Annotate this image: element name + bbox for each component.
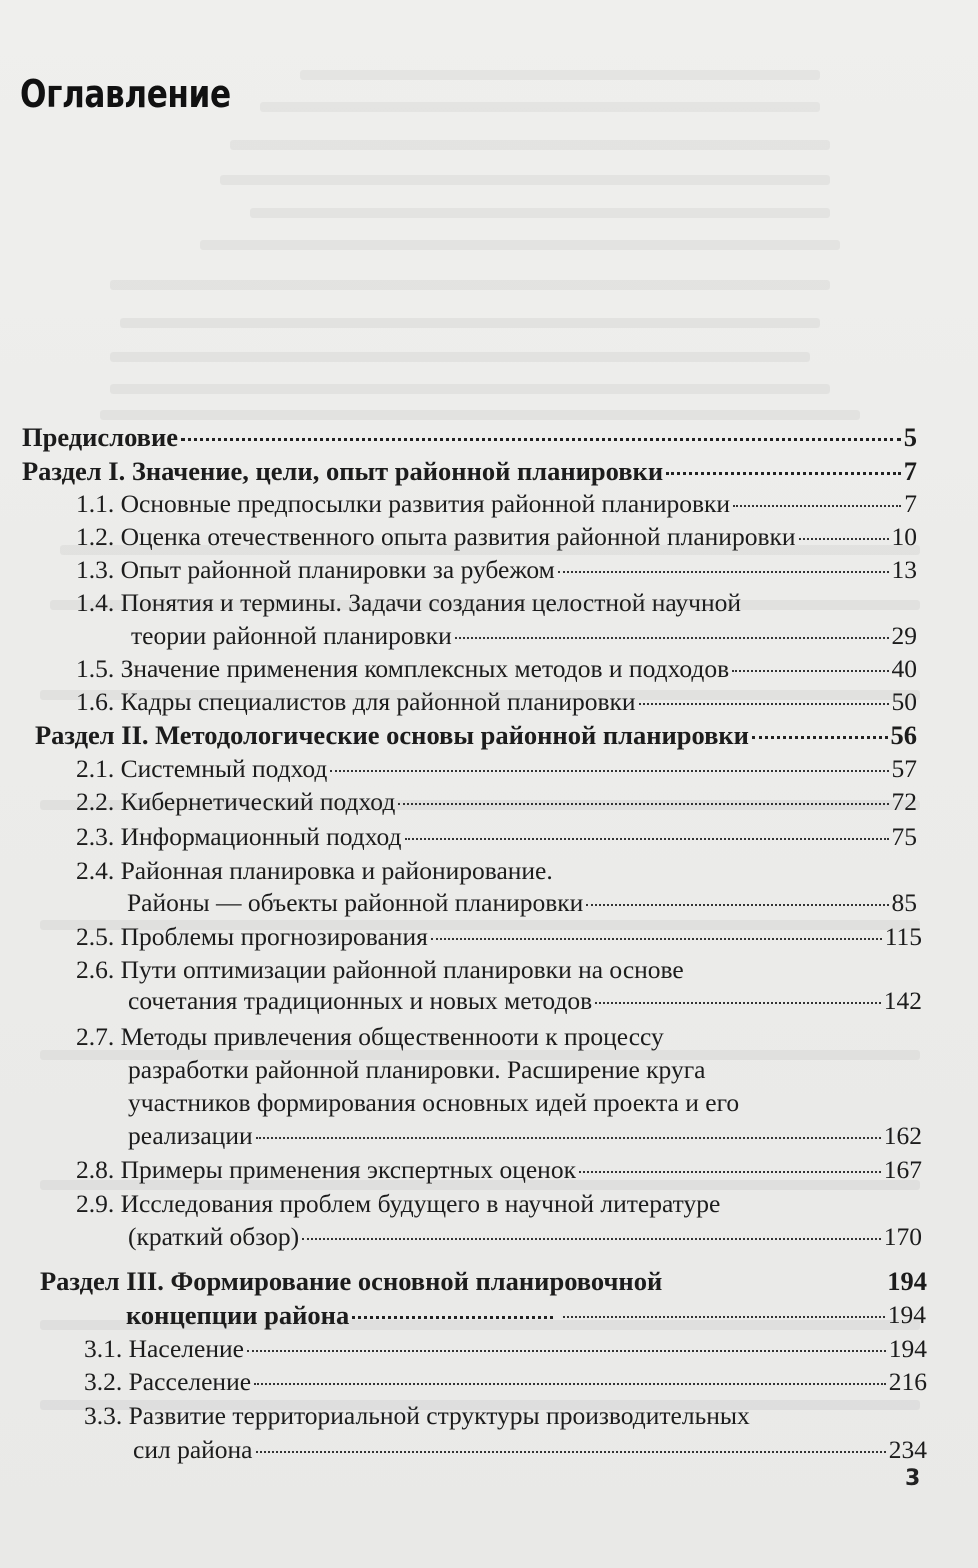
- dot-leader: [579, 1171, 881, 1173]
- dot-leader: [398, 803, 888, 805]
- dot-leader: [799, 538, 889, 540]
- toc-entry-3-2[interactable]: [84, 1367, 927, 1397]
- toc-entry-text: сочетания традиционных и новых методов: [128, 986, 593, 1015]
- toc-entry-text: Районная планировка и районирование.: [120, 856, 553, 885]
- toc-section-1[interactable]: [22, 456, 917, 486]
- toc-entry-number: 1.2.: [76, 522, 115, 551]
- toc-entry-text: Районы — объекты районной планировки: [127, 888, 584, 917]
- toc-entry-2-9-line2[interactable]: [128, 1222, 922, 1252]
- dot-leader: [302, 1238, 881, 1240]
- toc-entry-2-7-line4[interactable]: [128, 1121, 922, 1151]
- toc-entry-number: 2.8.: [76, 1155, 115, 1184]
- toc-entry-number: 2.6.: [76, 955, 115, 984]
- toc-entry-page: 5: [903, 422, 917, 452]
- toc-entry-text: Пути оптимизации районной планировки на основе: [120, 955, 684, 984]
- toc-entry-text: Примеры применения экспертных оценок: [120, 1155, 576, 1184]
- toc-entry-2-1[interactable]: [76, 754, 917, 784]
- toc-entry-page: 115: [884, 922, 922, 951]
- toc-entry-2-3[interactable]: [76, 822, 917, 852]
- toc-entry-page: 40: [891, 654, 917, 683]
- toc-entry-page: 10: [891, 522, 917, 551]
- toc-entry-number: 2.5.: [76, 922, 115, 951]
- toc-entry-page: 162: [883, 1121, 922, 1150]
- toc-entry-text: Раздел II. Методологические основы районной планировки: [35, 720, 749, 750]
- toc-entry-2-8[interactable]: [76, 1155, 922, 1185]
- toc-entry-page: 194: [888, 1334, 927, 1363]
- toc-entry-text: Кибернетический подход: [120, 787, 396, 816]
- toc-entry-2-7-line3: [128, 1088, 739, 1118]
- dot-leader: [666, 472, 901, 475]
- toc-entry-number: 3.2.: [84, 1367, 123, 1396]
- toc-entry-text: Основные предпосылки развития районной планировки: [120, 489, 731, 518]
- toc-entry-preface[interactable]: [22, 422, 917, 452]
- toc-entry-page: 234: [888, 1435, 927, 1464]
- toc-entry-page: 50: [891, 687, 917, 716]
- toc-entry-text: теории районной планировки: [131, 621, 452, 650]
- toc-entry-text: Предисловие: [22, 422, 178, 452]
- toc-entry-page: 29: [891, 621, 917, 650]
- dot-leader: [330, 770, 888, 772]
- toc-entry-text: Значение применения комплексных методов и подходов: [120, 654, 730, 683]
- page-number: 3: [905, 1466, 921, 1491]
- dot-leader: [254, 1383, 886, 1385]
- toc-entry-2-9-line1[interactable]: [76, 1189, 720, 1219]
- dot-leader: [181, 438, 901, 441]
- toc-entry-text: Кадры специалистов для районной планировки: [120, 687, 636, 716]
- dot-leader: [752, 736, 888, 739]
- toc-section-3-line2[interactable]: [126, 1300, 556, 1330]
- toc-entry-page: 75: [891, 822, 917, 851]
- toc-entry-1-4-line1[interactable]: [76, 588, 741, 618]
- toc-entry-number: 1.1.: [76, 489, 115, 518]
- toc-entry-text: Население: [128, 1334, 244, 1363]
- toc-entry-1-2[interactable]: [76, 522, 917, 552]
- toc-entry-1-3[interactable]: [76, 555, 917, 585]
- toc-entry-page: 57: [891, 754, 917, 783]
- toc-entry-2-6-line2[interactable]: [128, 986, 922, 1016]
- toc-entry-number: 1.4.: [76, 588, 115, 617]
- toc-entry-text: Расселение: [128, 1367, 252, 1396]
- toc-entry-page: 167: [883, 1155, 922, 1184]
- toc-section-3-line2-page[interactable]: [560, 1300, 926, 1330]
- toc-entry-text: Проблемы прогнозирования: [120, 922, 428, 951]
- dot-leader: [558, 571, 889, 573]
- toc-entry-number: 3.3.: [84, 1401, 123, 1430]
- toc-entry-text: Оценка отечественного опыта развития районной планировки: [120, 522, 796, 551]
- toc-entry-page: 85: [891, 888, 917, 917]
- toc-entry-2-4-line1[interactable]: [76, 856, 553, 886]
- dot-leader: [732, 670, 888, 672]
- toc-entry-text: (краткий обзор): [128, 1222, 300, 1251]
- dot-leader: [247, 1350, 886, 1352]
- dot-leader: [256, 1137, 881, 1139]
- toc-entry-text: Раздел I. Значение, цели, опыт районной планировки: [22, 456, 664, 486]
- toc-entry-text: концепции района: [126, 1300, 350, 1330]
- toc-entry-page: 7: [904, 489, 917, 518]
- dot-leader: [352, 1316, 553, 1319]
- toc-entry-text: сил района: [133, 1435, 253, 1464]
- page-title: Оглавление: [20, 72, 231, 116]
- toc-entry-page: 13: [891, 555, 917, 584]
- toc-entry-1-1[interactable]: [76, 489, 917, 519]
- toc-section-3[interactable]: [40, 1266, 927, 1296]
- toc-entry-page: 56: [890, 720, 917, 750]
- toc-entry-page: 7: [903, 456, 917, 486]
- toc-entry-text: Понятия и термины. Задачи создания целостной научной: [120, 588, 742, 617]
- dot-leader: [563, 1316, 885, 1318]
- toc-entry-number: 3.1.: [84, 1334, 123, 1363]
- toc-entry-text: участников формирования основных идей проекта и его: [128, 1088, 740, 1117]
- toc-entry-page: 142: [883, 986, 922, 1015]
- dot-leader: [586, 904, 888, 906]
- toc-entry-text: Развитие территориальной структуры производительных: [128, 1401, 750, 1430]
- toc-entry-2-5[interactable]: [76, 922, 922, 952]
- toc-entry-3-3-line2[interactable]: [133, 1435, 927, 1465]
- dot-leader: [595, 1002, 881, 1004]
- toc-entry-1-6[interactable]: [76, 687, 917, 717]
- toc-entry-text: реализации: [128, 1121, 253, 1150]
- dot-leader: [733, 505, 901, 507]
- toc-entry-text: Методы привлечения общественноoти к процессу: [120, 1022, 664, 1051]
- toc-entry-2-4-line2[interactable]: [127, 888, 917, 918]
- toc-entry-2-7-line1[interactable]: [76, 1022, 664, 1052]
- toc-section-2[interactable]: [35, 720, 917, 750]
- toc-entry-text: Информационный подход: [120, 822, 402, 851]
- toc-entry-page: 194: [887, 1300, 926, 1329]
- toc-entry-1-5[interactable]: [76, 654, 917, 684]
- toc-entry-number: 2.3.: [76, 822, 115, 851]
- toc-entry-text: Системный подход: [120, 754, 328, 783]
- dot-leader: [405, 838, 889, 840]
- toc-entry-page: 72: [891, 787, 917, 816]
- toc-entry-number: 2.9.: [76, 1189, 115, 1218]
- toc-entry-2-7-line2: [128, 1055, 705, 1085]
- toc-entry-number: 2.2.: [76, 787, 115, 816]
- toc-entry-2-6-line1[interactable]: [76, 955, 684, 985]
- dot-leader: [256, 1451, 886, 1453]
- toc-entry-number: 2.1.: [76, 754, 115, 783]
- toc-entry-3-1[interactable]: [84, 1334, 927, 1364]
- toc-entry-2-2[interactable]: [76, 787, 917, 817]
- toc-entry-number: 1.3.: [76, 555, 115, 584]
- toc-entry-number: 2.4.: [76, 856, 115, 885]
- dot-leader: [431, 938, 882, 940]
- toc-entry-text: Опыт районной планировки за рубежом: [120, 555, 555, 584]
- toc-entry-text: Исследования проблем будущего в научной литературе: [120, 1189, 721, 1218]
- toc-entry-number: 1.6.: [76, 687, 115, 716]
- toc-entry-3-3-line1[interactable]: [84, 1401, 750, 1431]
- toc-entry-page: 170: [883, 1222, 922, 1251]
- dot-leader: [455, 637, 889, 639]
- toc-entry-page: 216: [888, 1367, 927, 1396]
- toc-entry-text: разработки районной планировки. Расширение круга: [128, 1055, 706, 1084]
- toc-entry-number: 1.5.: [76, 654, 115, 683]
- toc-entry-number: 2.7.: [76, 1022, 115, 1051]
- toc-entry-page: 194: [887, 1266, 927, 1296]
- toc-entry-1-4-line2[interactable]: [131, 621, 917, 651]
- dot-leader: [639, 703, 889, 705]
- toc-entry-text: Раздел III. Формирование основной планировочной: [40, 1266, 663, 1296]
